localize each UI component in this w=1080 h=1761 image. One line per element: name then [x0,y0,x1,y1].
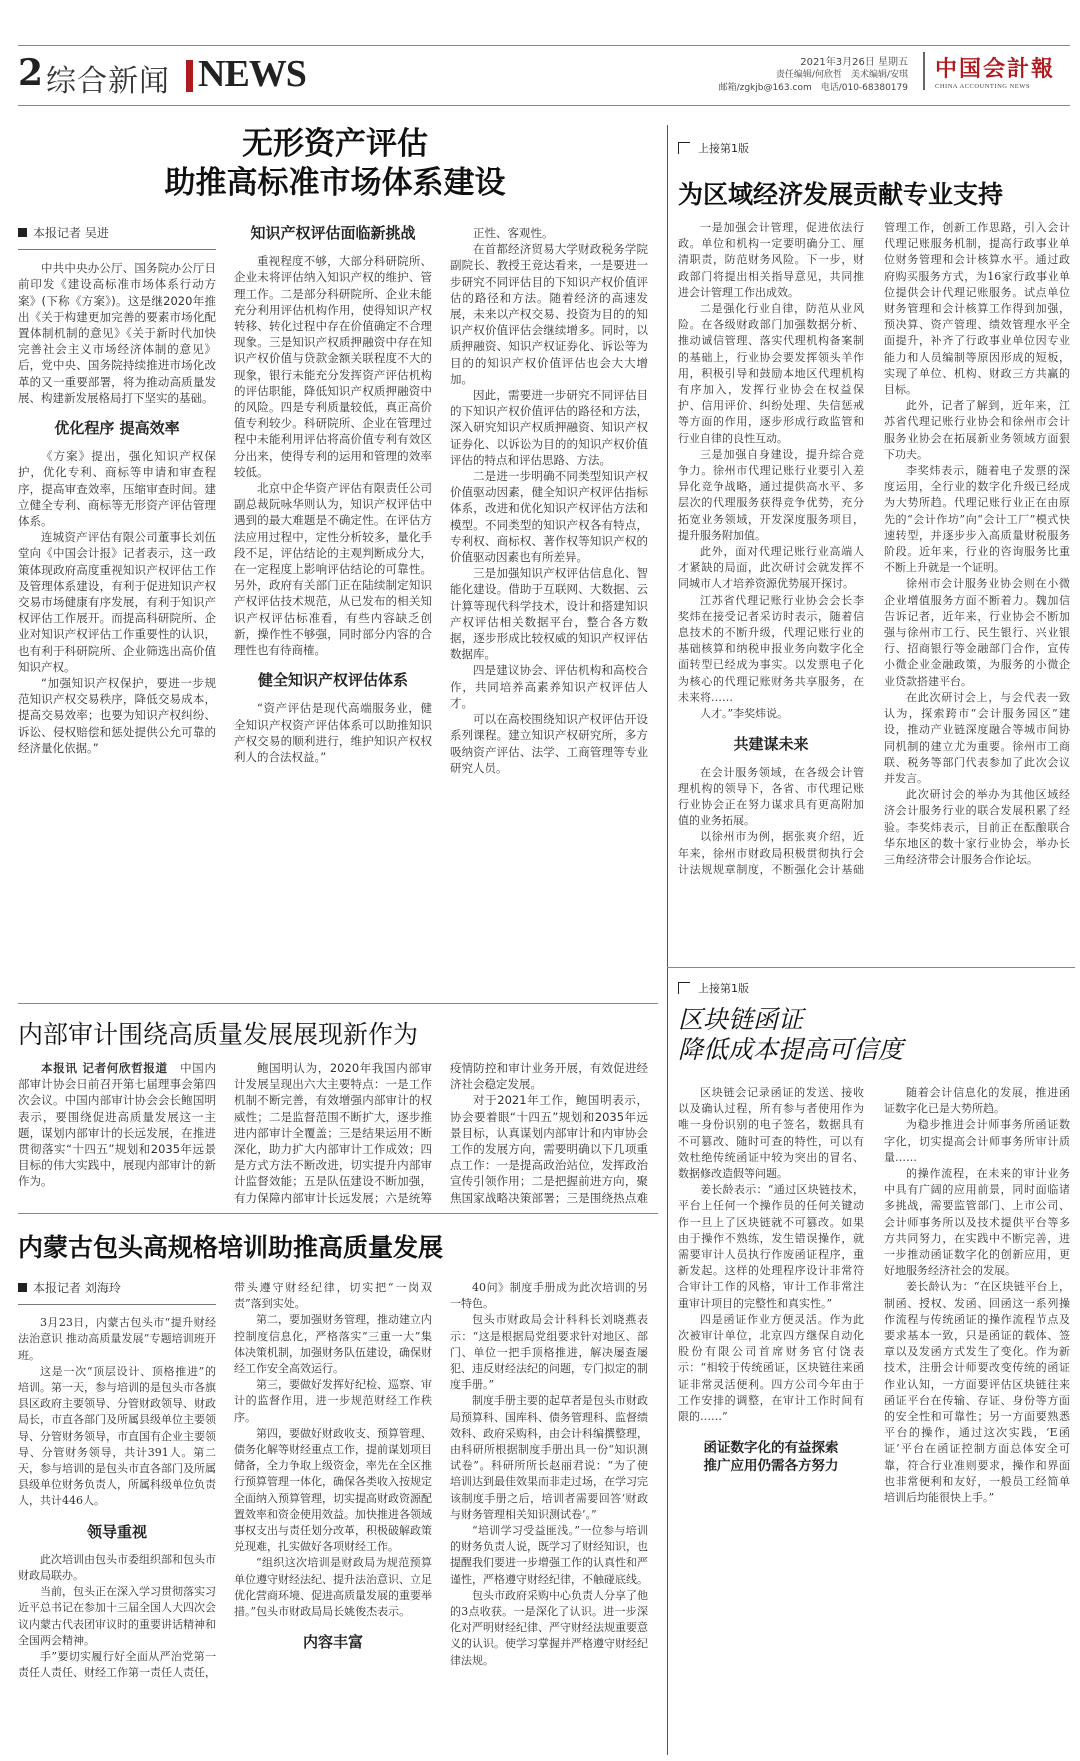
paragraph: 在此次研讨会上，与会代表一致认为，探索跨市“会计服务园区”建设，推动产业链深度融合等城市间协同机制的建立尤为重要。徐州市工商联、税务等部门代表参加了此次会议并发言。 [884,690,1070,785]
continued-label: 上接第1版 [678,980,749,996]
paragraph: 二是进一步明确不同类型知识产权价值驱动因素，健全知识产权评估指标体系，改进和优化知识产权评估方法和模型。不同类型的知识产权各有特点，专利权、商标权、著作权等知识产权的价值驱动因素也有所差异。 [450,469,648,565]
paragraph: 在会计服务领域，在各级会计管理机构的领导下，各省、市代理记账行业协会正在努力谋求具有更高附加值的业务拓展。 [678,765,864,828]
paragraph: 随着会计信息化的发展，推进函证数字化已是大势所趋。 [884,1086,1070,1116]
paragraph: 北京中企华资产评估有限责任公司副总裁阮咏华则认为，知识产权评估中遇到的最大难题是不确定性。在评估方法应用过程中，定性分析较多，量化手段不足，评估结论的主观判断成分大，在一定程度上影响评估结论的可靠性。另外，政府有关部门正在陆续制定知识产权评估技术规范，从已发布的相关知识产权评估标准看，有些内容缺乏创新，操作性不够强，同时部分内容的合理性也有待商榷。 [234,481,432,658]
paragraph: 李奖炜表示，随着电子发票的深度运用，全行业的数字化升级已经成为大势所趋。代理记账行业正在由原先的“会计作坊”向“会计工厂”模式快速转型，并逐步步入高质量财税服务阶段。近年来，行业的咨询服务比重不断上升就是一个证明。 [884,464,1070,575]
article-body [678,1085,1070,1755]
subheading: 内容丰富 [302,1633,363,1652]
corner-marker-icon [678,142,690,154]
paragraph: 人才。”李奖炜说。 [700,707,789,721]
paragraph: 第四，要做好财政收支、预算管理、债务化解等财经重点工作，提前谋划项目储备，全力争取上级资金，率先在全区推行预算管理一体化，确保各类收入按规定全面纳入预算管理，切实提高财政资源配置效率和资金使用效益。加快推进各领域事权支出与责任划分改革，积极破解政策兑现难，扎实做好各项财经工作。 [234,1426,432,1554]
paragraph: 当前，包头正在深入学习贯彻落实习近平总书记在参加十三届全国人大四次会议内蒙古代表团审议时的重要讲话精神和全国两会精神。 [18,1585,216,1647]
paragraph: 徐州市会计服务业协会则在小微企业增值服务方面不断着力。魏加信告诉记者，近年来，行业协会不断加强与徐州市工行、民生银行、兴业银行、招商银行等金融部门合作，宣传小微企业金融政策，为服务的小微企业贷款搭建平台。 [884,577,1070,688]
paragraph: “组织这次培训是财政局为规范预算单位遵守财经法纪、提升法治意识、立足优化营商环境、促进高质量发展的重要举措。”包头市财政局局长姚俊杰表示。 [234,1556,432,1619]
subheading: 共建谋未来 [733,735,809,754]
paragraph: 二是强化行业自律，防范从业风险。在各级财政部门加强数据分析、推动诚信管理、落实代理机构备案制的基础上，行业协会要发挥领头羊作用，积极引导和鼓励本地区代理机构有序加入，发挥行业协会在权益保护、信用评价、纠纷处理、失信惩戒等方面的作用，逐步形成行政监管和行业自律的良性互动。 [678,302,864,445]
paragraph: 手”要切实履行好全面从严治党第一责任人责任、财经工作第一责任人责任，带头遵守财经纪律，切实把“一岗双责”落到实处。 [18,1281,432,1680]
paragraph: 在首都经济贸易大学财政税务学院副院长、教授王竞达看来，一是要进一步研究不同评估目的下知识产权价值评估的路径和方法。随着经济的高速发展，未来以产权交易、投资为目的的知识产权价值评估会继续增多。同时，以质押融资、知识产权证券化、诉讼等为目的的知识产权价值评估也会大大增加。 [450,242,648,386]
paragraph: 姜长龄表示：“通过区块链技术，平台上任何一个操作员的任何关键动作一旦上了区块链就不可篡改。如果由于操作不熟练，发生错误操作，就需要审计人员执行作废函证程序，重新发起。这样的处理程序设计非常符合审计工作的风格，审计工作非常注重审计项目的完整性和真实性。” [678,1183,864,1310]
paragraph: 3月23日，内蒙古包头市“提升财经法治意识 推动高质量发展”专题培训班开班。 [18,1316,216,1362]
paragraph: 这是一次“顶层设计、顶格推进”的培训。第一天，参与培训的是包头市各旗县区政府主要领导、分管财政领导、财政局长，市直各部门及所属县级单位主要领导、分管财务领导，市直国有企业主要领导、分管财务领导，共计391人。第二天，参与培训的是包头市直各部门及所属县级单位财务负责人，所属科级单位负责人，共计446人。 [18,1364,216,1508]
paper-logo: 中国会計報 CHINA ACCOUNTING NEWS [923,52,1068,90]
masthead [18,50,1068,100]
paragraph: 区块链会记录函证的发送、接收以及确认过程，所有参与者使用作为唯一身份识别的电子签名，数据具有不可篡改、随时可查的特性，可以有效杜绝传统函证中较为突出的冒名、数据修改造假等问题。 [678,1086,864,1181]
byline: 本报记者 吴进 [18,225,216,250]
article-ip-evaluation [15,125,655,203]
editors: 责任编辑/何欣哲 美术编辑/安琪 [775,70,908,80]
section-divider [186,60,193,92]
paragraph: 以徐州市为例，据张爽介绍，近年来，徐州市财政局积极贯彻执行会计法规规章制度，不断强化会计基础管理工作，创新工作思路，引入会计代理记账服务机制，提高行政事业单位财务管理和会计核算水平。通过政府购买服务方式，为16家行政事业单位提供会计代理记账服务。试点单位财务管理和会计核算工作得到加强，预决算、资产管理、绩效管理水平全面提升，补齐了行政事业单位因专业能力和人员编制等原因形成的短板，实现了单位、机构、财政三方共赢的目标。 [678,221,1070,876]
paragraph: 第二，要加强财务管理，推动建立内控制度信息化，严格落实“三重一大”集体决策机制，加强财务队伍建设，确保财经工作安全高效运行。 [234,1313,432,1376]
headline-line2: 降低成本提高可信度 [678,1035,904,1064]
byline-marker-icon [18,228,27,237]
subheading: 健全知识产权评估体系 [257,671,408,690]
paragraph: 此次培训由包头市委组织部和包头市财政局联办。 [18,1552,216,1583]
paragraph: “培训学习受益匪浅。”一位参与培训的财务负责人说，既学习了财经知识，也提醒我们要进一步增强工作的认真性和严谨性，严格遵守财经纪律，不触碰底线。 [450,1524,648,1586]
paragraph: 为稳步推进会计师事务所函证数字化，切实提高会计师事务所审计质量…… [884,1118,1070,1164]
headline-line1: 区块链函证 [678,1005,804,1034]
paragraph: 此外，面对代理记账行业高端人才紧缺的局面，此次研讨会就发挥不同城市人才培养资源优势展开探讨。 [678,545,864,591]
paragraph: 对于2021年工作，鲍国明表示，协会要着眼“十四五”规划和2035年远景目标，认真谋划内部审计和内审协会工作的发展方向，需要明确以下几项重点工作：一是提高政治站位，发挥政治宣传引领作用；二是把握前进方向，聚焦国家战略决策部署；三是围绕热点难 [450,1093,648,1205]
paragraph: 《方案》提出，强化知识产权保护，优化专利、商标等申请和审查程序，提高审查效率，压缩审查时间。建立健全专利、商标等无形资产评估管理体系。 [18,449,216,529]
article-body [678,220,1070,960]
continued-label: 上接第1版 [678,140,749,156]
headline: 内蒙古包头高规格培训助推高质量发展 [18,1233,444,1262]
byline-marker-icon [18,1283,27,1292]
subheading: 知识产权评估面临新挑战 [250,225,416,242]
headline: 内部审计围绕高质量发展展现新作为 [18,1020,419,1049]
paragraph: 可以在高校围绕知识产权评估开设系列课程。建立知识产权研究所，多方吸纳资产评估、法学、工商管理等专业研究人员。 [450,712,648,775]
subheading: 函证数字化的有益探索 推广应用仍需各方努力 [703,1440,839,1475]
issue-date: 2021年3月26日 星期五 [800,57,908,68]
contact: 邮箱/zgkjb@163.com 电话/010-68380179 [718,83,908,93]
paragraph: 重视程度不够，大部分科研院所、企业未将评估纳入知识产权的维护、管理工作。二是部分科研院所、企业未能充分利用评估机构作用，使得知识产权转移、转化过程中存在价值确定不合理现象。三是知识产权质押融资中存在知识产权价值与贷款金额关联程度不大的现象，银行未能充分发挥资产评估机构的评估职能，降低知识产权质押融资中的风险。四是专利质量较低，真正高价值专利较少。科研院所、企业在管理过程中未能利用评估将高价值专利有效区分出来，使得专利的运用和管理的效率较低。 [234,254,432,479]
paragraph: 中共中央办公厅、国务院办公厅日前印发《建设高标准市场体系行动方案》(下称《方案》)。这是继2020年推出《关于构建更加完善的要素市场化配置体制机制的意见》《关于新时代加快完善社会主义市场经济体制的意见》后，党中央、国务院持续推进市场化改革的又一重要部署，将为推动高质量发展、构建新发展格局打下坚实的基础。 [18,261,216,405]
headline: 为区域经济发展贡献专业支持 [678,180,1004,209]
paragraph: 三是加强知识产权评估信息化、智能化建设。借助于互联网、大数据、云计算等现代科学技术，设计和搭建知识产权评估相关数据平台，整合各方数据，逐步形成比较权威的知识产权评估数据库。 [450,566,648,662]
paragraph: 此外，记者了解到，近年来，江苏省代理记账行业协会和徐州市会计服务业协会在拓展新业务领域方面狠下功夫。 [884,399,1070,461]
page-number: 2 [18,52,44,94]
paragraph: 江苏省代理记账行业协会会长李奖炜在接受记者采访时表示，随着信息技术的不断升级，代理记账行业的基础核算和纳税申报业务向数字化全面转型已经成为事实。以发票电子化为核心的代理记账财务共享服务，在未来将…… [678,593,864,704]
paragraph: “加强知识产权保护，要进一步规范知识产权交易秩序，降低交易成本，提高交易效率；也要为知识产权纠纷、诉讼、侵权赔偿和惩处提供公允可靠的经济量化依据。” [18,676,216,755]
paragraph: 连城资产评估有限公司董事长刘伍堂向《中国会计报》记者表示，这一政策体现政府高度重视知识产权评估工作及管理体系建设，有利于促进知识产权交易市场健康有序发展，有利于知识产权评估工作展开。而提高科研院所、企业对知识产权评估工作重要性的认识，也有利于科研院所、企业筛选出高价值知识产权。 [18,530,216,674]
section-title: 综合新闻 [46,64,170,99]
headline-line2: 助推高标准市场体系建设 [164,165,506,201]
byline: 本报记者 刘海玲 [18,1280,216,1305]
issue-meta [719,56,908,95]
paragraph: 正性、客观性。 [473,226,554,240]
dateline: 本报讯 记者何欣哲报道 [41,1061,168,1075]
paragraph: 一是加强会计管理，促进依法行政。单位和机构一定要明确分工、厘清职责，防范财务风险。下一步，财政部门将提出相关指导意见，共同推进会计管理工作出成效。 [678,221,864,299]
paragraph: 包头市政府采购中心负责人分享了他的3点收获。一是深化了认识。进一步深化对严明财经纪律、严守财经法规重要意义的认识。使学习掌握并严格遵守财经纪律法规。 [450,1588,648,1667]
paragraph: 鲍国明认为，2020年我国内部审计发展呈现出六大主要特点：一是工作机制不断完善，有效增强内部审计的权威性；二是监督范围不断扩大，逐步推进内部审计全覆盖；三是结果运用不断深化，助力扩大内部审计工作成效；四是方式方法不断改进，切实提升内部审计监督效能；五是队伍建设不断加强，有力保障内部审计长远发展；六是统筹疫情防控和审计业务开展，有效促进经济社会稳定发展。 [234,1061,648,1205]
headline-line1: 无形资产评估 [242,126,428,162]
paragraph: 此次研讨会的举办为其他区域经济会计服务行业的联合发展积累了经验。李奖炜表示，目前正在酝酿联合华东地区的数十家行业协会，举办长三角经济带会计服务合作论坛。 [884,788,1070,866]
paragraph: 四是建议协会、评估机构和高校合作，共同培养高素养知识产权评估人才。 [450,663,648,710]
paragraph: 本报讯 记者何欣哲报道 中国内部审计协会日前召开第七届理事会第四次会议。中国内部审计协会会长鲍国明表示，要围绕促进高质量发展这一主题，谋划内部审计的长远发展，在推进贯彻落实“十四五”规划和2035年远景目标的伟大实践中，展现内部审计的新作为。 [18,1061,217,1189]
paragraph: “资产评估是现代高端服务业，健全知识产权资产评估体系可以助推知识产权交易的顺利进行，维护知识产权权利人的合法权益。” [234,701,432,765]
paragraph: 包头市财政局会计科科长刘晓燕表示：“这是根据局党组要求针对地区、部门、单位一把手顶格推进，解决屡查屡犯、违反财经法纪的问题，专门拟定的制度手册。” [450,1313,648,1392]
paragraph: 四是函证作业方便灵活。作为此次被审计单位，北京四方继保自动化股份有限公司首席财务官付饶表示：“相较于传统函证，区块链往来函证非常灵活便利。四方公司今年由于工作安排的调整，在审计工作时间有限的……” [678,1312,864,1424]
paragraph: 第三，要做好发挥好纪检、巡察、审计的监督作用，进一步规范财经工作秩序。 [234,1378,432,1424]
corner-marker-icon [678,982,690,994]
paragraph: 40问》制度手册成为此次培训的另一特色。 [450,1281,648,1311]
subheading: 领导重视 [86,1522,147,1541]
section-title-en: NEWS [198,53,306,95]
article-body [18,225,648,1000]
paragraph: 的操作流程，在未来的审计业务中具有广阔的应用前景，同时面临诸多挑战，需要监管部门、上市公司、会计师事务所以及技术提供平台等多方共同努力，在实践中不断完善，进一步推动函证数字化的创新应用，更好地服务经济社会的发展。 [884,1167,1070,1278]
paragraph: 制度手册主要的起草者是包头市财政局预算科、国库科、债务管理科、监督绩效科、政府采购科，由会计科编撰整理，由科研所根据制度手册出具一份“知识测试卷”。科研所所长赵丽君说：“为了使培训达到最佳效果而非走过场，在学习完该制度手册之后，培训者需要回答‘财政与财务管理相关知识测试卷’。” [450,1394,648,1521]
headline [678,1005,903,1065]
paragraph: 三是加强自身建设，提升综合竞争力。徐州市代理记账行业要引入差异化竞争战略，通过提供高水平、多层次的代理服务获得竞争优势，充分拓宽业务领域，开发深度服务项目，提升服务附加值。 [678,447,864,542]
subheading: 优化程序 提高效率 [54,419,180,438]
paragraph: 姜长龄认为：“在区块链平台上，制函、授权、发函、回函这一系列操作流程与传统函证的操作流程节点及要求基本一致，只是函证的载体、签章以及发函方式发生了变化。作为新技术，注册会计师要改变传统的函证作业认知，一方面要评估区块链往来函证平台在传输、存证、身份等方面的安全性和可靠性；另一方面要熟悉平台的操作，通过这次实践，‘E函证’平台在函证控制方面总体安全可靠，符合行业准则要求，操作和界面也非常便利和友好，一般员工经简单培训后均能很快上手。” [884,1280,1070,1505]
article-body [18,1280,648,1755]
article-body [18,1060,648,1210]
paragraph: 因此，需要进一步研究不同评估目的下知识产权价值评估的路径和方法，深入研究知识产权质押融资、知识产权证券化、以诉讼为目的的知识产权价值评估的特点和评估思路、方法。 [450,388,648,467]
